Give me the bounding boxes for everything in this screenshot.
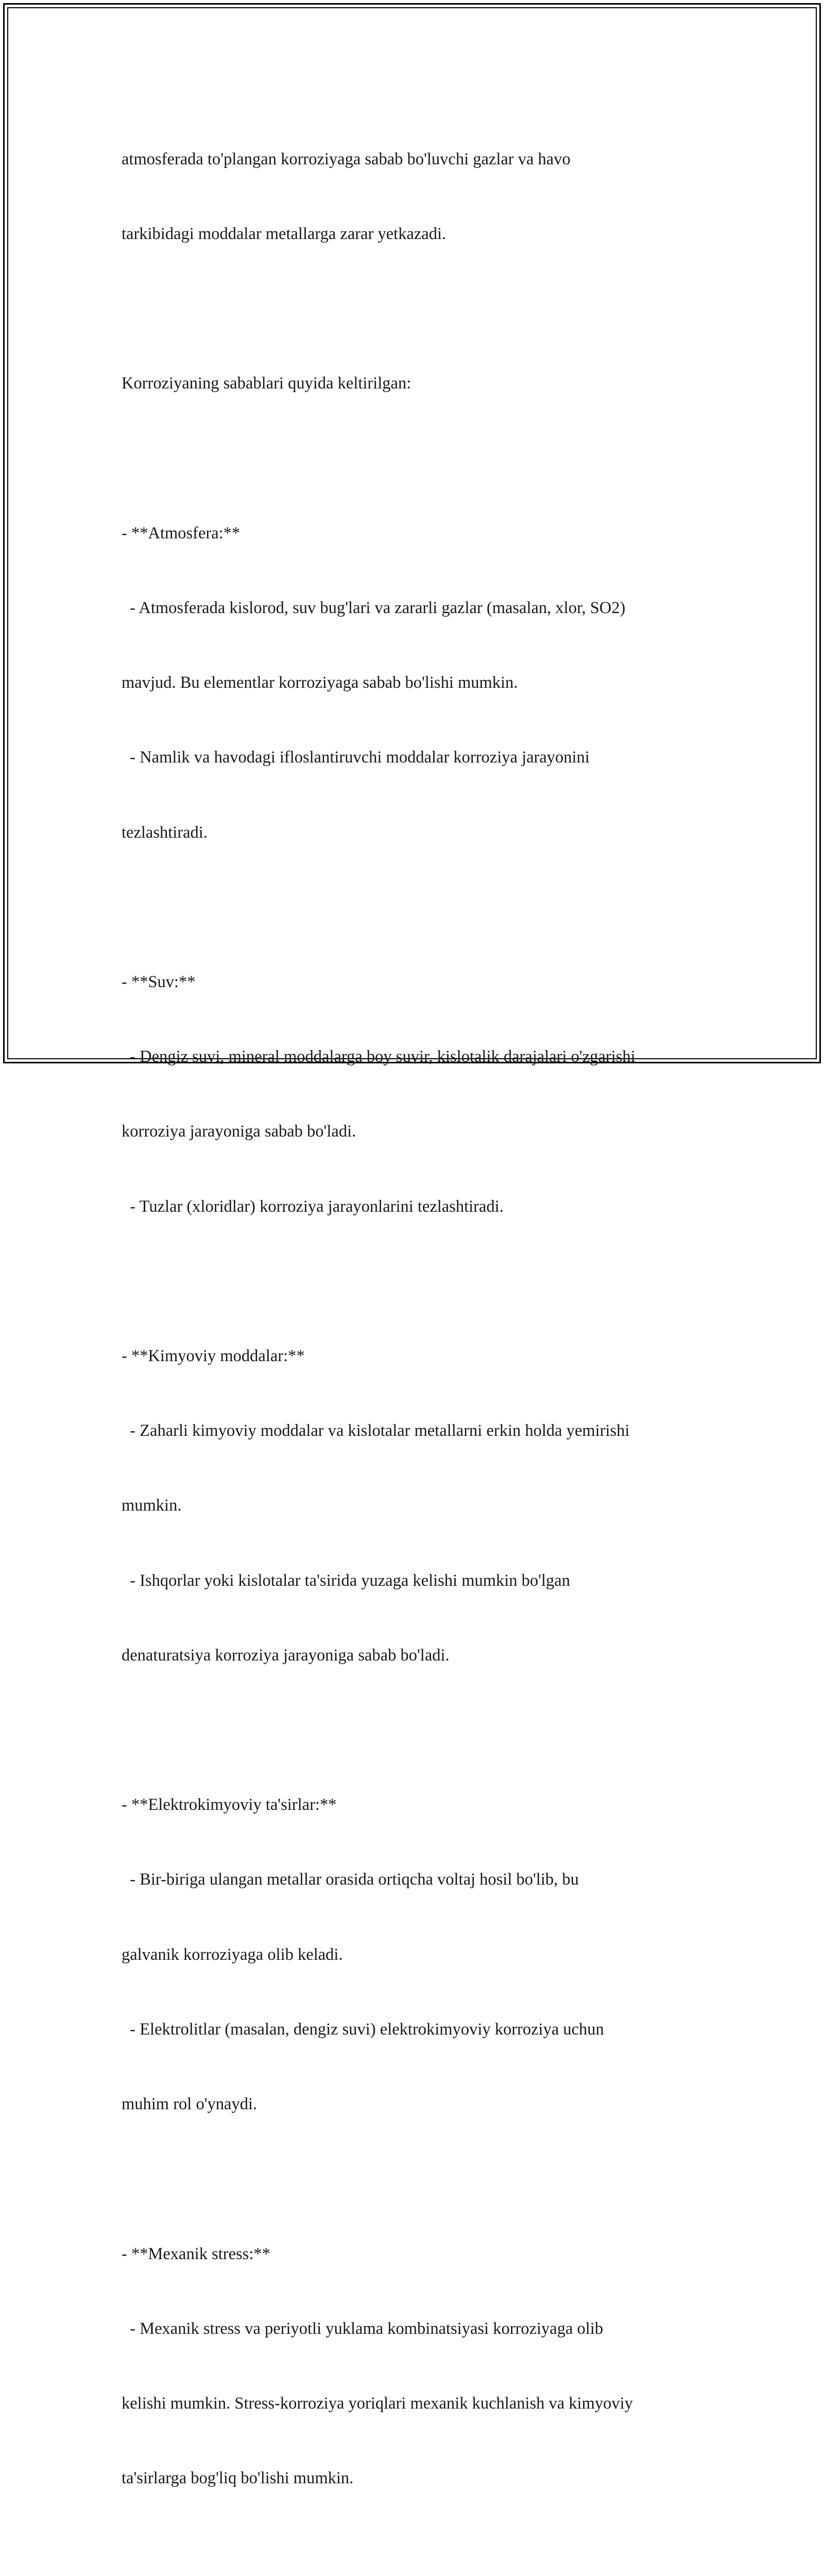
section-heading-atmosfera: - **Atmosfera:** (122, 523, 241, 543)
text-line: kelishi mumkin. Stress-korroziya yoriqlari mexanik kuchlanish va kimyoviy (122, 2394, 633, 2413)
text-line: - Namlik va havodagi ifloslantiruvchi moddalar korroziya jarayonini (122, 748, 590, 767)
text-line: - Bir-biriga ulangan metallar orasida ortiqcha voltaj hosil bo'lib, bu (122, 1870, 579, 1889)
blank-line (122, 1269, 714, 1294)
text-line: - Mexanik stress va periyotli yuklama kombinatsiyasi korroziyaga olib (122, 2319, 604, 2338)
text-line: - Zaharli kimyoviy moddalar va kislotalar metallarni erkin holda yemirishi (122, 1421, 630, 1440)
section-heading-mexanik: - **Mexanik stress:** (122, 2244, 270, 2263)
text-line: - Ishqorlar yoki kislotalar ta'sirida yuzaga kelishi mumkin bo'lgan (122, 1571, 570, 1590)
text-line: tezlashtiradi. (122, 823, 208, 842)
document-body (122, 97, 714, 2576)
blank-line (122, 446, 714, 471)
text-line: - Atmosferada kislorod, suv bug'lari va zararli gazlar (masalan, xlor, SO2) (122, 599, 626, 618)
text-line: - Tuzlar (xloridlar) korroziya jarayonlarini tezlashtiradi. (122, 1197, 504, 1216)
text-line: muhim rol o'ynaydi. (122, 2095, 258, 2114)
text-line: ta'sirlarga bog'liq bo'lishi mumkin. (122, 2469, 354, 2488)
text-line: atmosferada to'plangan korroziyaga sabab bo'luvchi gazlar va havo (122, 149, 571, 168)
text-line: mumkin. (122, 1496, 182, 1515)
blank-line (122, 895, 714, 920)
blank-line (122, 2166, 714, 2191)
text-line: Korroziyaning sabablari quyida keltirilgan: (122, 374, 411, 393)
blank-line (122, 296, 714, 321)
blank-line (122, 1718, 714, 1742)
text-line: denaturatsiya korroziya jarayoniga sabab bo'ladi. (122, 1646, 450, 1665)
blank-line (122, 2540, 714, 2565)
section-heading-kimyoviy: - **Kimyoviy moddalar:** (122, 1347, 305, 1366)
text-line: - Elektrolitlar (masalan, dengiz suvi) elektrokimyoviy korroziya uchun (122, 2020, 604, 2039)
text-line: - Dengiz suvi, mineral moddalarga boy suvir, kislotalik darajalari o'zgarishi (122, 1047, 636, 1066)
section-heading-suv: - **Suv:** (122, 973, 196, 992)
text-line: mavjud. Bu elementlar korroziyaga sabab bo'lishi mumkin. (122, 673, 518, 692)
text-line: tarkibidagi moddalar metallarga zarar yetkazadi. (122, 225, 447, 244)
text-line: galvanik korroziyaga olib keladi. (122, 1945, 343, 1964)
section-heading-elektrokimyoviy: - **Elektrokimyoviy ta'sirlar:** (122, 1795, 337, 1815)
text-line: korroziya jarayoniga sabab bo'ladi. (122, 1122, 356, 1141)
